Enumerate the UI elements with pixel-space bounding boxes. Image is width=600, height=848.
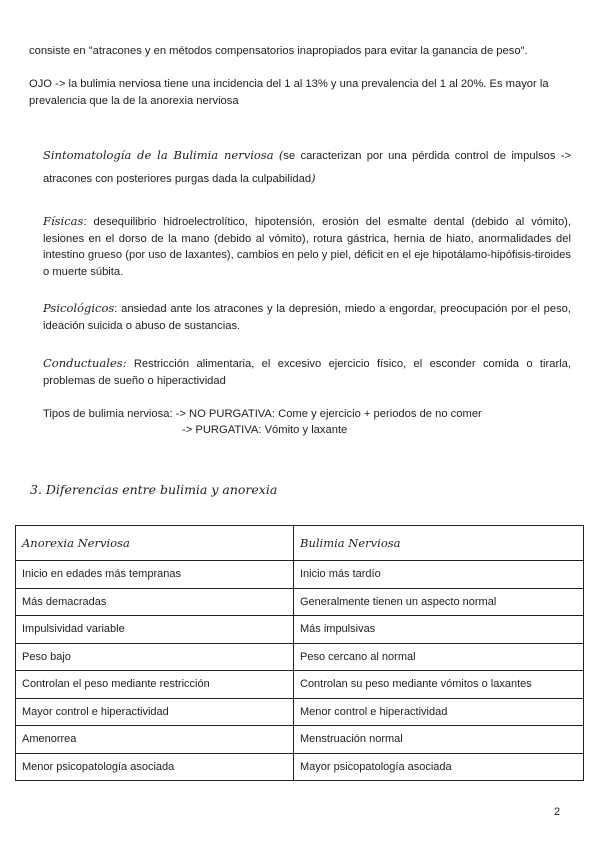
psicologicos-paragraph: [43, 300, 571, 334]
table-row: [16, 726, 584, 754]
table-row: [16, 561, 584, 589]
table-row: [16, 698, 584, 726]
intro-line: consiste en "atracones y en métodos compensatorios inapropiados para evitar la ganancia de peso".: [29, 45, 528, 57]
header-anorexia: Anorexia Nerviosa: [16, 526, 294, 561]
ojo-note: OJO -> la bulimia nerviosa tiene una incidencia del 1 al 13% y una prevalencia del 1 al 20%. Es mayor la prevalencia que la de la anorexia nerviosa: [29, 78, 549, 107]
table-row: [16, 671, 584, 699]
table-cell: Peso bajo: [16, 643, 294, 671]
table-cell: Generalmente tienen un aspecto normal: [294, 588, 584, 616]
open-paren: (: [278, 148, 284, 162]
sintomatologia-title: Sintomatología de la Bulimia nerviosa: [43, 148, 274, 162]
table-cell: Controlan el peso mediante restricción: [16, 671, 294, 699]
psicologicos-text: : ansiedad ante los atracones y la depresión, miedo a engordar, preocupación por el peso, ideación suicida o abuso de sustancias.: [43, 303, 571, 332]
close-paren: ): [311, 171, 316, 185]
conductuales-label: Conductuales:: [43, 356, 127, 370]
table-cell: Inicio más tardío: [294, 561, 584, 589]
table-row: [16, 643, 584, 671]
table-header-row: [16, 526, 584, 561]
table-row: [16, 588, 584, 616]
table-row: [16, 753, 584, 781]
table-cell: Más demacradas: [16, 588, 294, 616]
table-cell: Menor psicopatología asociada: [16, 753, 294, 781]
table-cell: Menor control e hiperactividad: [294, 698, 584, 726]
header-bulimia: Bulimia Nerviosa: [294, 526, 584, 561]
table-cell: Mayor psicopatología asociada: [294, 753, 584, 781]
table-cell: Más impulsivas: [294, 616, 584, 644]
table-cell: Amenorrea: [16, 726, 294, 754]
table-cell: Menstruación normal: [294, 726, 584, 754]
table-row: [16, 616, 584, 644]
table-cell: Inicio en edades más tempranas: [16, 561, 294, 589]
tipos-line-2: -> PURGATIVA: Vómito y laxante: [182, 424, 348, 436]
fisicas-paragraph: [43, 213, 571, 280]
sintomatologia-text-a: se caracterizan por una pérdida control de impulsos ->: [283, 150, 572, 162]
sintomatologia-text-b: atracones con posteriores purgas dada la culpabilidad: [43, 173, 312, 185]
differences-table: [15, 525, 584, 781]
conductuales-paragraph: [43, 355, 571, 389]
table-cell: Impulsividad variable: [16, 616, 294, 644]
fisicas-text: : desequilibrio hidroelectrolítico, hipotensión, erosión del esmalte dental (debido al vómito), lesiones en el dorso de la mano (debido al vómito), rotura gástrica, hernia de hiato, anormalidades del intestino grueso (por uso de laxantes), cambios en pelo y piel, déficit en el eje hipotálamo-hipófisis-tiroides o muerte súbita.: [43, 216, 571, 278]
table-cell: Mayor control e hiperactividad: [16, 698, 294, 726]
table-cell: Peso cercano al normal: [294, 643, 584, 671]
page-number: 2: [554, 806, 561, 818]
sintomatologia-paragraph: [43, 144, 571, 190]
table-cell: Controlan su peso mediante vómitos o laxantes: [294, 671, 584, 699]
section-3-title: 3. Diferencias entre bulimia y anorexia: [30, 482, 278, 497]
conductuales-text: Restricción alimentaria, el excesivo ejercicio físico, el esconder comida o tirarla, problemas de sueño o hiperactividad: [43, 358, 571, 387]
tipos-line-1: Tipos de bulimia nerviosa: -> NO PURGATIVA: Come y ejercicio + periodos de no comer: [43, 408, 482, 420]
fisicas-label: Físicas: [43, 214, 84, 228]
psicologicos-label: Psicológicos: [43, 301, 115, 315]
